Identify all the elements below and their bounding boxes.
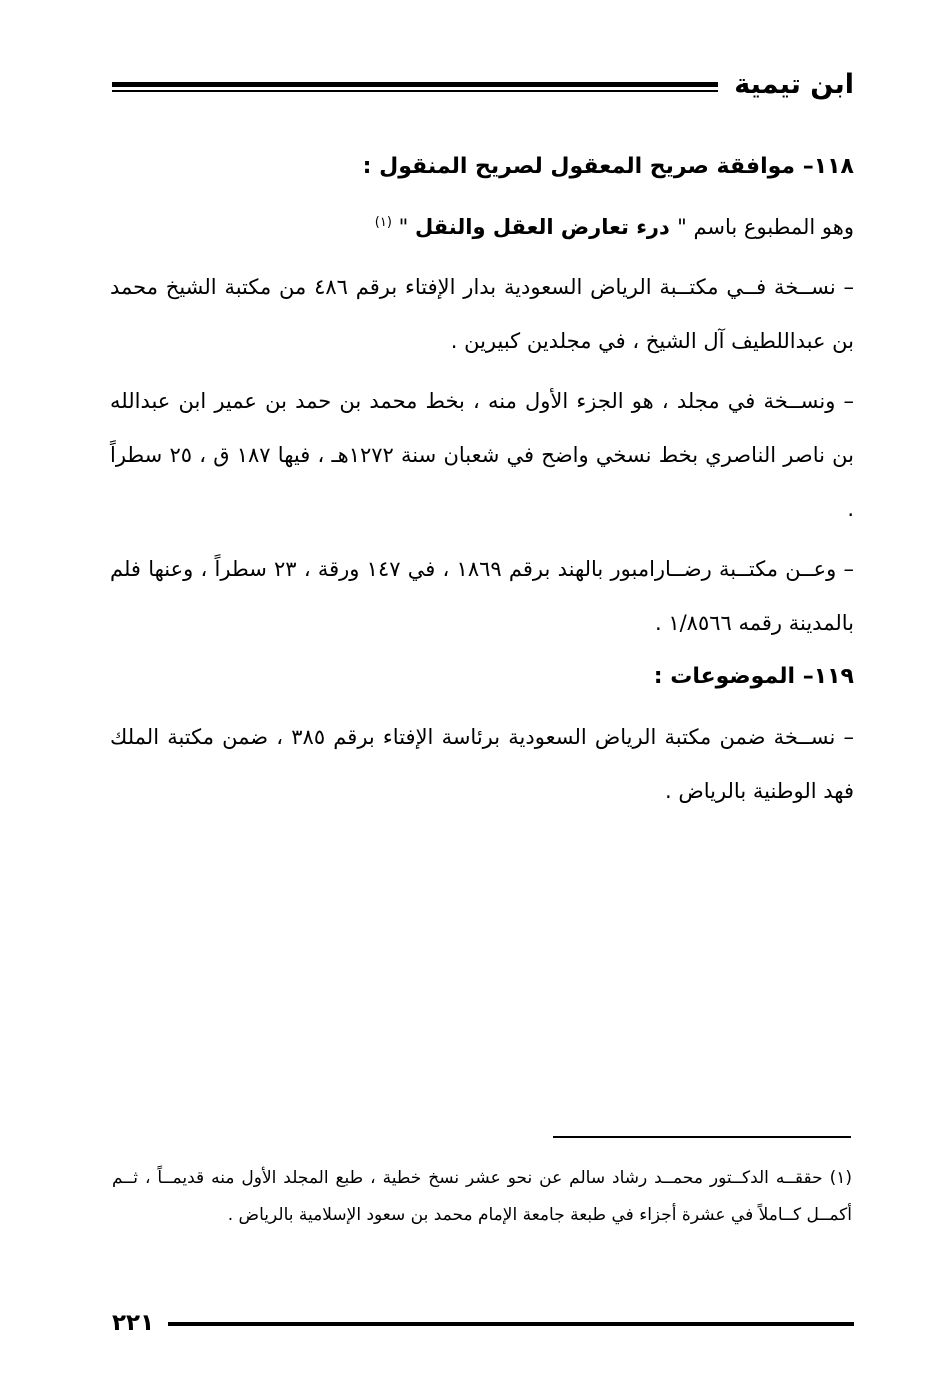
footnote-marker: (١) [374, 215, 392, 230]
manuscript-item: – نســخة فــي مكتــبة الرياض السعودية بدار الإفتاء برقم ٤٨٦ من مكتبة الشيخ محمد بن عبداللطيف آل الشيخ ، في مجلدين كبيرين . [110, 275, 855, 353]
intro-prefix: وهو المطبوع باسم " [677, 215, 854, 239]
page-number: ٢٢١ [112, 1310, 155, 1336]
running-header [112, 64, 854, 104]
manuscript-item: – وعــن مكتــبة رضــارامبور بالهند برقم ١٨٦٩ ، في ١٤٧ ورقة ، ٢٣ سطراً ، وعنها فلم بالمدينة رقمه ١/٨٥٦٦ . [110, 557, 854, 635]
footnotes [112, 1160, 852, 1234]
main-text [110, 140, 854, 818]
manuscript-item: – ونســخة في مجلد ، هو الجزء الأول منه ، بخط محمد بن حمد بن عمير ابن عبدالله بن ناصر الناصري بخط نسخي واضح في شعبان سنة ١٢٧٢هـ ، فيها ١٨٧ ق ، ٢٥ سطراً . [110, 389, 855, 521]
running-title: ابن تيمية [734, 68, 854, 100]
footnote-separator [553, 1136, 851, 1138]
work-title: درء تعارض العقل والنقل [414, 215, 678, 239]
footnote-1: (١) حققــه الدكــتور محمــد رشاد سالم عن نحو عشر نسخ خطية ، طبع المجلد الأول منه قديمــاً ، ثــم أكمــل كــاملاً في عشرة أجزاء في طبعة جامعة الإمام محمد بن سعود الإسلامية بالرياض . [112, 1168, 852, 1225]
section-heading-119: ١١٩– الموضوعات : [653, 664, 854, 689]
header-rule [112, 82, 718, 92]
page-footer [112, 1306, 854, 1340]
intro-suffix: " [398, 215, 415, 239]
intro-paragraph [110, 200, 854, 254]
footer-rule [168, 1322, 854, 1326]
section-heading-118: ١١٨– موافقة صريح المعقول لصريح المنقول : [362, 154, 854, 179]
manuscript-item: – نســخة ضمن مكتبة الرياض السعودية برئاسة الإفتاء برقم ٣٨٥ ، ضمن مكتبة الملك فهد الوطنية بالرياض . [110, 725, 854, 803]
